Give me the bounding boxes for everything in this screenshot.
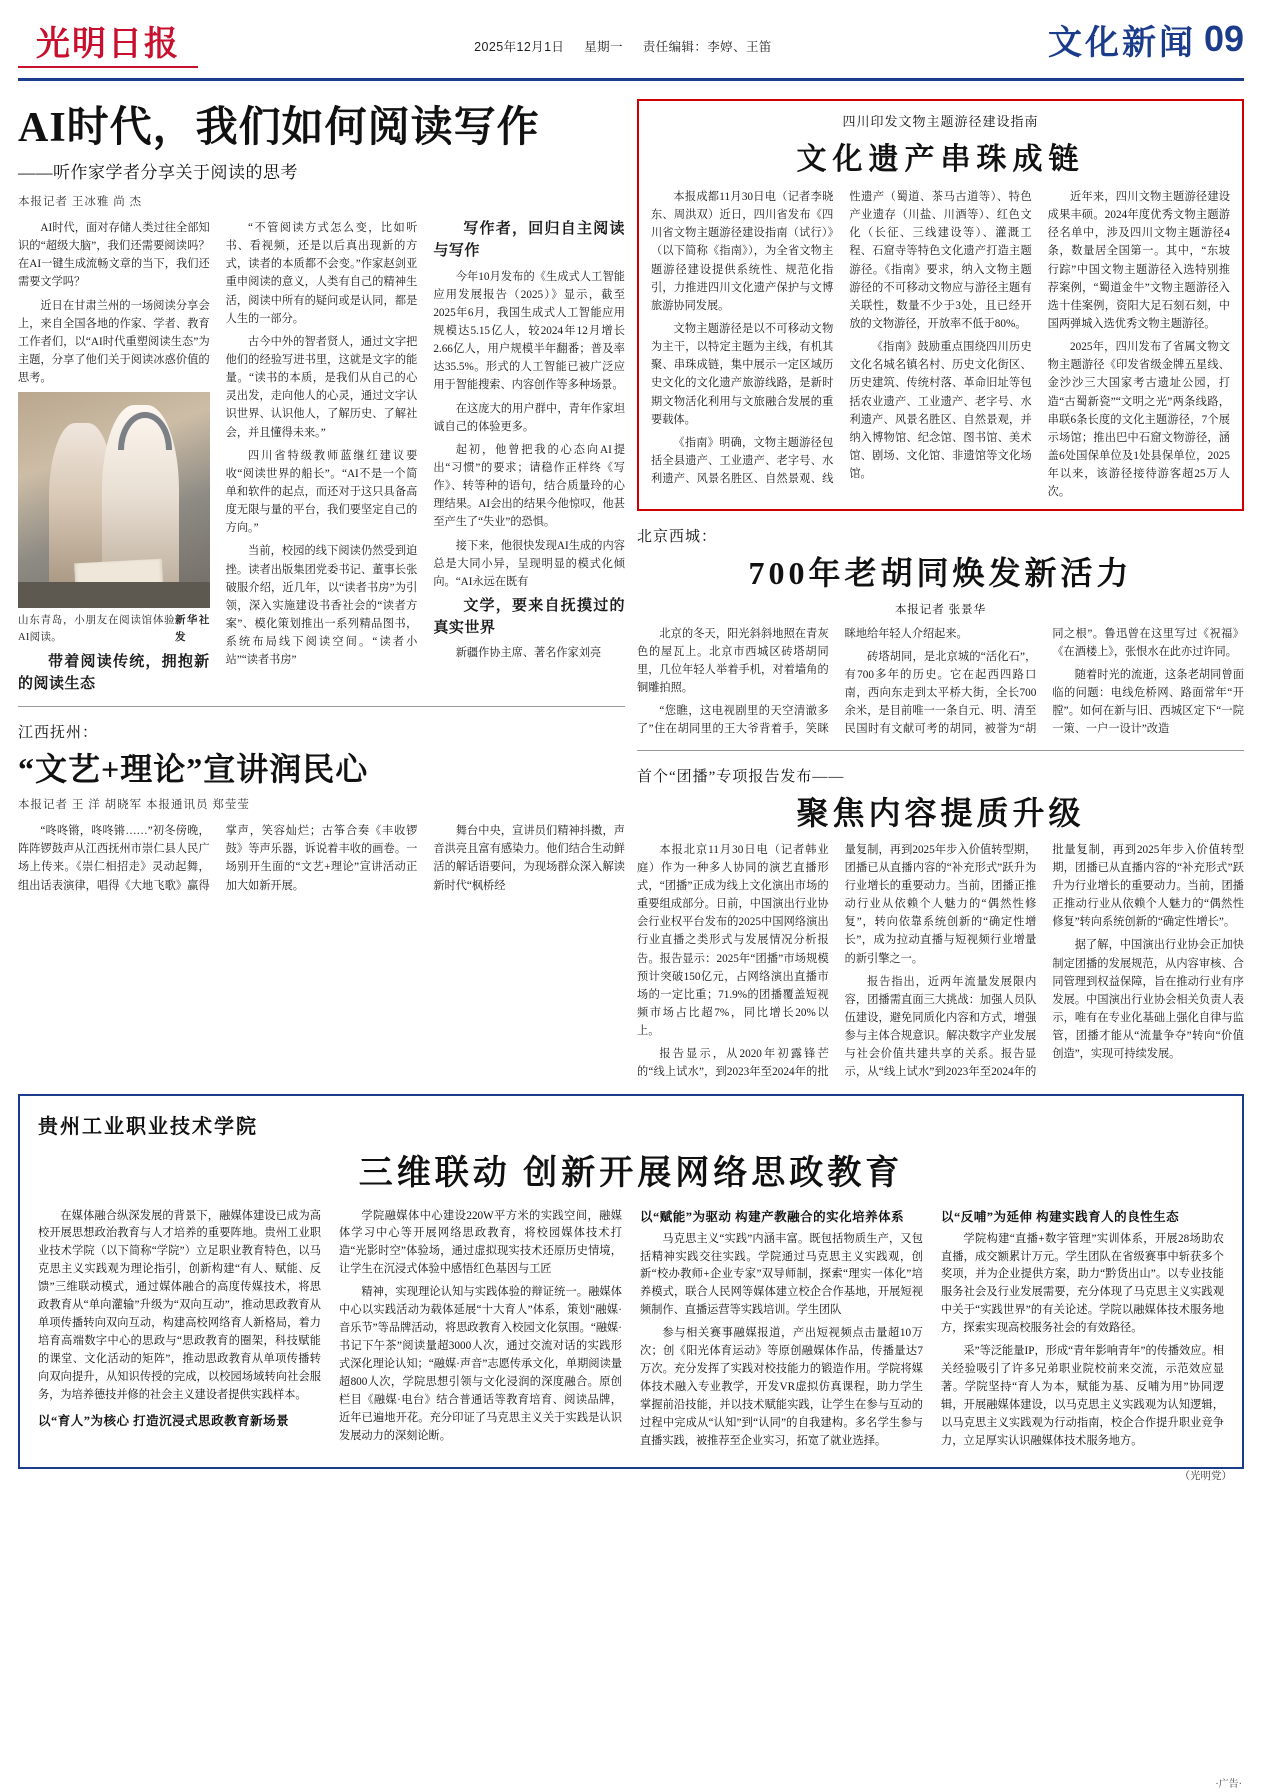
paragraph: 砖塔胡同，是北京城的“活化石”，有700多年的历史。它在起西四路口南，西向东走到太平桥大街，全长700余米，是目前唯一一条自元、明、清至民国时有文献可考的胡同，被誉为“胡同之根”。鲁迅曾在这里写过《祝福》《在酒楼上》，张恨水在此亦过许同。 bbox=[844, 627, 1244, 736]
paragraph: “您瞧，这电视剧里的天空清澈多了”住在胡同里的王大爷背着手，笑眯眯地给年轻人介绍起来。 bbox=[637, 627, 968, 736]
paragraph: 当前，校园的线下阅读仍然受到迫挫。读者出版集团党委书记、董事长张破服介绍，近几年，以“读者书房”为引领，深入实施建设书香社会的“读者方案”、模化策划推出一系列精品图书，系统布局线下阅读空间。“读者小站”“读者书房” bbox=[225, 545, 418, 667]
jiangxi-byline: 本报记者 王 洋 胡晓军 本报通讯员 郑莹莹 bbox=[18, 799, 250, 812]
advertorial-block bbox=[18, 1094, 1244, 1482]
beijing-kicker: 北京西城： bbox=[637, 529, 718, 546]
advertorial-mark: （光明党） bbox=[1179, 1470, 1232, 1482]
lead-byline: 本报记者 王冰雅 尚 杰 bbox=[18, 196, 143, 209]
sichuan-headline: 文化遗产串珠成链 bbox=[796, 143, 1085, 176]
jiangxi-kicker: 江西抚州： bbox=[18, 724, 99, 741]
lead-section3-title: 文学，要来自抚摸过的真实世界 bbox=[433, 597, 625, 636]
advertorial-subhead: 以“反哺”为延伸 构建实践育人的良性生态 bbox=[941, 1209, 1180, 1224]
paragraph: 接下来，他很快发现AI生成的内容总是大同小异，呈现明显的模式化倾向。“AI永远在既有 bbox=[433, 539, 625, 588]
lead-section2-title: 写作者，回归自主阅读与写作 bbox=[433, 221, 625, 259]
tuanbo-body bbox=[637, 841, 1244, 1082]
tuanbo-headline: 聚焦内容提质升级 bbox=[796, 795, 1085, 832]
tuanbo-kicker: 首个“团播”专项报告发布—— bbox=[637, 769, 845, 786]
lede-paragraph: 本报北京11月30日电（记者韩业庭）作为一种多人协同的演艺直播形式，“团播”正成为线上文化演出市场的重要组成部分。日前，中国演出行业协会行业权平台发布的2025中国网络演出行业直播之类形式与发展情况分析报告。报告显示：2025年“团播”市场规模预计突破150亿元，占网络演出直播市场的一定比重；71.9%的团播覆盖短视频市场占比超7%，同比增长20%以上。 bbox=[637, 843, 829, 1038]
advertorial-organization: 贵州工业职业技术学院 bbox=[38, 1115, 258, 1138]
paragraph: 在这庞大的用户群中，青年作家坦诚自己的体验更多。 bbox=[433, 402, 625, 433]
lead-subheadline: ——听作家学者分享关于阅读的思考 bbox=[18, 163, 298, 183]
sichuan-boxed-article bbox=[637, 99, 1244, 511]
paragraph: AI时代，面对存储人类过往全部知识的“超级大脑”，我们还需要阅读吗？在AI一键生成流畅文章的当下，我们还需要文学吗？ bbox=[18, 222, 210, 289]
advertorial-subhead: 以“赋能”为驱动 构建产教融合的实化培养体系 bbox=[640, 1209, 905, 1224]
paragraph: 文物主题游径是以不可移动文物为主干，以特定主题为主线，有机其聚、串珠成链，集中展示一定区域历史文化的文化遗产旅游线路，是新时期文物活化利用与文旅融合发展的重要载体。 bbox=[651, 322, 834, 426]
lead-photo bbox=[18, 392, 210, 646]
paragraph: 近年来，四川文物主题游径建设成果丰硕。2024年度优秀文物主题游径名单中，涉及四川文物主题游径4条，数量居全国第一。其中，“东坡行踪”中国文物主题游径入选特别推荐案例，“蜀道金牛”文物主题游径入选十佳案例，资阳大足石刻石刻，中国两弹城入选优秀文物主题游径。 bbox=[1047, 191, 1230, 330]
right-column bbox=[637, 91, 1244, 1082]
divider bbox=[637, 750, 1244, 751]
publication-weekday: 星期一 bbox=[584, 40, 623, 54]
responsible-editors: 责任编辑：李婷、王笛 bbox=[642, 40, 772, 54]
beijing-byline: 本报记者 张景华 bbox=[894, 603, 987, 616]
section-title: 文化新闻 bbox=[1047, 24, 1196, 62]
paragraph: 报告指出，近两年流量发展限内容，团播需直面三大挑战：加强人员队伍建设，避免同质化内容和方式，增强参与主体合规意识。解决数字产业发展与社会价值共建共享的关系。报告显示，从“线上试水”到2023年至2024年的批量复制，再到2025年步入价值转型期，团播已从直播内容的“补充形式”跃升为行业增长的重要动力。当前，团播正推动行业从依赖个人魅力的“偶然性修复”转向系统创新的“确定性增长”。 bbox=[844, 843, 1244, 1079]
page-content bbox=[18, 81, 1244, 1082]
publication-date: 2025年12月1日 bbox=[474, 40, 565, 54]
divider bbox=[18, 706, 625, 707]
sichuan-body bbox=[651, 188, 1230, 501]
paragraph: 随着时光的流逝，这条老胡同曾面临的问题：电线危桥网、路面常年“开膛”。如何在新与旧、西城区定下“一院一策、一户一设计”改造 bbox=[1052, 669, 1244, 736]
jiangxi-headline: “文艺+理论”宣讲润民心 bbox=[18, 750, 369, 787]
paragraph: 2025年，四川发布了省属文物文物主题游径《印发省级金牌五星线、金沙沙三大国家考古遗址公园，打造“古蜀新瓷”“文明之光”两条线路，串联6条长度的文化主题游径，7个展示场馆；推出巴中石窟文物游径，涵盖6处国保单位及1处县保单位，2025年以来，该游径接待游客超25万人次。 bbox=[1047, 341, 1230, 499]
paragraph: 四川省特级教师蓝继红建议要收“阅读世界的船长”。“AI不是一个简单和软件的起点，而还对于这只具备高度无限与量的平台，我们要坚定自己的方向。” bbox=[225, 449, 418, 535]
advertorial-subhead: 以“育人”为核心 打造沉浸式思政教育新场景 bbox=[38, 1413, 290, 1428]
paragraph: 马克思主义“实践”内涵丰富。既包括物质生产，又包括精神实践交往实践。学院通过马克思主义实践观，创新“校办教师+企业专家”双导师制，探索“理实一体化”培养模式，联合人民网等媒体建立校企合作基地，开展短视频制作、直播运营等实践培训。学生团队 bbox=[640, 1232, 923, 1317]
lead-article-body bbox=[18, 219, 625, 696]
paragraph: 古今中外的智者贤人，通过文字把他们的经验写进书里，这就是文字的能量。“读书的本质，是我们从自己的心灵出发，走向他人的心灵，通过文字认识世界、认识他人，了解历史、了解社会，并且懂得未来。” bbox=[225, 335, 418, 439]
advertorial-title: 三维联动 创新开展网络思政教育 bbox=[358, 1154, 904, 1192]
photo-image bbox=[18, 392, 210, 608]
paragraph: 起初，他曾把我的心态向AI提出“习惯”的要求；请稳作正样终《写作》、转等种的语句，结合质量玲的心理结果。AI会出的结果今他惊叹，他甚至产生了“失业”的恐惧。 bbox=[433, 443, 625, 529]
paragraph: 报告显示，从2020年初露锋芒的“线上试水”，到2023年至2024年的批量复制，再到2025年步入价值转型期，团播已从直播内容的“补充形式”跃升为行业增长的重要动力。当前，团播正推动行业从依赖个人魅力的“偶然性修复”，转向依靠系统创新的“确定性增长”，成为拉动直播与短视频行业增量的新引擎之一。 bbox=[637, 843, 1037, 1079]
paragraph: 据了解，中国演出行业协会正加快制定团播的发展规范，从内容审核、合同管理到权益保障，旨在推动行业有序发展。中国演出行业协会相关负责人表示，唯有在专业化基础上强化自律与监管，团播才能从“流量争夺”转向“价值创造”，实现可持续发展。 bbox=[1052, 939, 1244, 1061]
jiangxi-body bbox=[18, 822, 625, 898]
lead-section1-title: 带着阅读传统，拥抱新的阅读生态 bbox=[18, 654, 210, 693]
paragraph: 今年10月发布的《生成式人工智能应用发展报告（2025）》显示，截至2025年6月，我国生成式人工智能应用规模达5.15亿人，较2024年12月增长2.66亿人，用户规模半年翻番；普及率达35.5%。形式的人工智能已被广泛应用于智能搜索、内容创作等多种场景。 bbox=[433, 270, 625, 392]
lead-headline: AI时代，我们如何阅读写作 bbox=[18, 105, 540, 151]
page-footer-mark: ·广告· bbox=[1215, 1779, 1242, 1790]
left-column bbox=[18, 91, 625, 1082]
beijing-body bbox=[637, 625, 1244, 741]
photo-credit: 新华社发 bbox=[174, 615, 210, 644]
paragraph: 新疆作协主席、著名作家刘亮 bbox=[455, 647, 602, 660]
masthead-info bbox=[198, 23, 1048, 55]
page-number: 09 bbox=[1203, 18, 1244, 59]
paragraph: 北京的冬天，阳光斜斜地照在青灰色的屋瓦上。北京市西城区砖塔胡同里，几位年轻人举着手机，对着墙角的铜雕拍照。 bbox=[637, 627, 829, 695]
paragraph: 参与相关赛事融媒报道，产出短视频点击量超10万次；创《阳光体育运动》等原创融媒体作品，传播量达7万次。充分发挥了实践对校技能力的锻造作用。学院将媒体技术融入专业教学，开发VR虚拟仿真课程，助力学生掌握前沿技能，并以技术赋能实践，让学生在参与互动的过程中完成从“认知”到“认同”的自我建构。多名学生参与直播实践，被推荐至企业实习，拓宽了就业选择。 bbox=[640, 1327, 923, 1447]
paragraph: 《指南》鼓励重点围绕四川历史文化名城名镇名村、历史文化街区、历史建筑、传统村落、革命旧址等包括农业遗产、工业遗产、老字号、水利遗产、风景名胜区、自然景观，并纳入博物馆、纪念馆、图书馆、美术馆、剧场、文化馆、非遗馆等文化场馆。 bbox=[849, 341, 1032, 481]
paragraph: “不管阅读方式怎么变，比如听书、看视频，还是以后真出现新的方式，读者的本质都不会变。”作家赵剑亚重申阅读的意义，人类有自己的精神生活，阅读中所有的疑问或是认同，都是人生的一部分。 bbox=[225, 222, 418, 325]
paragraph: 在媒体融合纵深发展的背景下，融媒体建设已成为高校开展思想政治教育与人才培养的重要阵地。贵州工业职业技术学院（以下简称“学院”）立足职业教育特色，以马克思主义实践观为理论指引，创新构建“有人、赋能、反馈”三维联动模式，通过媒体融合的高度传媒技术，将思政教育从“单向灌输”升级为“双向互动”，推动思政教育从单项传播转向双向互动，构建高校网络育人新格局，着力培育高端数字中心的思政与“思政教育的圈架，科技赋能的课堂、文化活动的矩阵”，推动思政教育从单项传播转向双向提升，从知识传授的完成，以校园场域转向社会服务，为培养德技并修的社会主义建设者提供实践样本。 bbox=[38, 1209, 321, 1401]
photo-caption: 山东青岛，小朋友在阅读馆体验AI阅读。 bbox=[18, 615, 175, 644]
advertorial-body bbox=[38, 1208, 1224, 1451]
paragraph: “咚咚锵，咚咚锵……”初冬傍晚，阵阵锣鼓声从江西抚州市崇仁县人民广场上传来。《崇仁相招走》灵动起舞，组出话表演律，唱得《大地飞歌》赢得掌声，笑容灿烂；古筝合奏《丰收锣鼓》等声乐器，诉说着丰收的画卷。一场别开生面的“文艺+理论”宣讲活动正加大如新开展。 bbox=[18, 825, 418, 892]
paragraph: 《指南》明确，文物主题游径包括全县遗产、工业遗产、老字号、水利遗产、风景名胜区、自然景观、线性遗产（蜀道、茶马古道等）、特色产业遗存（川盐、川酒等）、红色文化（长征、三线建设等）、灌溉工程、石窟寺等特色文化遗产打造主题游径。《指南》要求，纳入文物主题游径的不可移动文物应与游径主题有关联性，数量不少于3处，且已经开放的文物游径，开放率不低于80%。 bbox=[651, 191, 1032, 486]
paragraph: 舞台中央，宣讲员们精神抖擞，声音洪亮且富有感染力。他们结合生动鲜活的解话语要问，为现场群众深入解读新时代“枫桥经 bbox=[433, 825, 625, 892]
masthead bbox=[18, 0, 1244, 81]
newspaper-logo: 光明日报 bbox=[18, 14, 198, 68]
paragraph: 学院融媒体中心建设220W平方米的实践空间，融媒体学习中心等开展网络思政教育，将校园媒体技术打造“光影时空”体验场，通过虚拟现实技术还原历史情境，让学生在沉浸式体验中感悟红色基因与工匠 bbox=[339, 1209, 622, 1276]
beijing-headline: 700年老胡同焕发新活力 bbox=[748, 555, 1133, 592]
paragraph: 采”等泛能量IP，形成“青年影响青年”的传播效应。相关经验吸引了许多兄弟职业院校前来交流，示范效应显著。学院坚持“育人为本，赋能为基、反哺为用”协同逻辑，开展融媒体建设，以马克思主义实践观为认知逻辑，以马克思主义实践观为行动指南，校企合作提升职业竞争力，立足厚实认识融媒体技术服务地方。 bbox=[941, 1345, 1224, 1447]
sichuan-kicker: 四川印发文物主题游径建设指南 bbox=[842, 114, 1039, 129]
paragraph: 精神，实现理论认知与实践体验的辩证统一。融媒体中心以实践活动为载体延展“十大育人”体系，策划“融媒·音乐节”等品牌活动，将思政教育入校园文化氛围。“融媒·书记下午茶”阅读量超3000人次，通过交流对话的实践形式深化理论认知；“融媒·声音”志愿传承文化，单期阅读量超800人次，学院思想引领与文化浸润的深度融合。原创栏目《融媒·电台》结合普通话等教育培育、阅读品牌，近年已遍地开花。充分印证了马克思主义关于实践是认识发展动力的深刻论断。 bbox=[339, 1286, 622, 1442]
paragraph: 近日在甘肃兰州的一场阅读分享会上，来自全国各地的作家、学者、教育工作者们，以“AI时代重塑阅读生态”为主题，分享了他们关于阅读冰惑价值的思考。 bbox=[18, 299, 210, 385]
paragraph: 学院构建“直播+数字管理”实训体系，开展28场助农直播，成交额累计万元。学生团队在省级赛事中斩获多个奖项，并为企业提供方案，助力“黔货出山”。以专业技能服务社会及行业发展需要，充分体现了马克思主义实践观中关于“实践世界”的有关论述。学院以融媒体技术服务地方，探索实现高校服务社会的有效路径。 bbox=[941, 1232, 1224, 1335]
photo-caption-row bbox=[18, 608, 210, 646]
lede-paragraph: 本报成都11月30日电（记者李晓东、周洪双）近日，四川省发布《四川省文物主题游径建设指南（试行）》（以下简称《指南》），为全省文物主题游径建设提供系统性、规范化指引，力推进四川文化遗产保护与文博旅游协同发展。 bbox=[651, 191, 834, 312]
